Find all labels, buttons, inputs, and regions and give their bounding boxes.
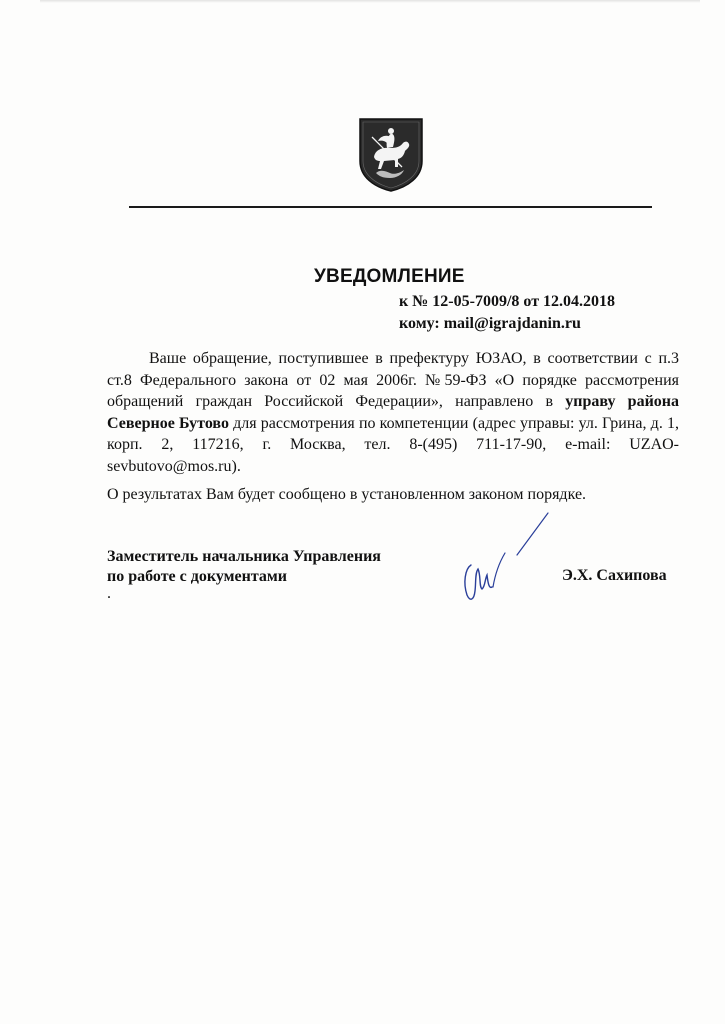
signer-position	[107, 547, 381, 587]
signer-name: Э.Х. Сахипова	[562, 567, 667, 584]
signer-position-line2: по работе с документами	[107, 568, 288, 585]
reference-number: к № 12-05-7009/8 от 12.04.2018	[399, 293, 616, 310]
recipient-line: кому: mail@igrajdanin.ru	[399, 315, 581, 332]
signer-position-line1: Заместитель начальника Управления	[107, 548, 381, 565]
paragraph-text-part1: Ваше обращение, поступившее в префектуру ЮЗАО, в соответствии с п.3 ст.8 Федерального закона от 02 мая 2006г. №59-ФЗ «О порядке рассмотрения обращений граждан Российской Федерации», направлено в	[107, 350, 679, 411]
paragraph-text-part2: для рассмотрения по компетенции (адрес управы: ул. Грина, д. 1, корп. 2, 117216, г. Москва, тел. 8-(495) 711-17-90, e-mail: UZAO-sevbutovo@mos.ru).	[107, 414, 679, 475]
main-paragraph	[107, 348, 679, 478]
paragraph-text-bold: управу района Северное Бутово	[107, 393, 680, 432]
moscow-coat-of-arms-icon	[358, 117, 424, 193]
header-rule	[129, 206, 652, 208]
scan-edge	[40, 0, 700, 3]
handwritten-signature-icon	[455, 505, 555, 610]
result-paragraph: О результатах Вам будет сообщено в установленном законом порядке.	[107, 486, 587, 503]
reference-block	[399, 291, 615, 335]
stray-dot: .	[107, 585, 111, 602]
document-title: УВЕДОМЛЕНИЕ	[314, 266, 465, 287]
